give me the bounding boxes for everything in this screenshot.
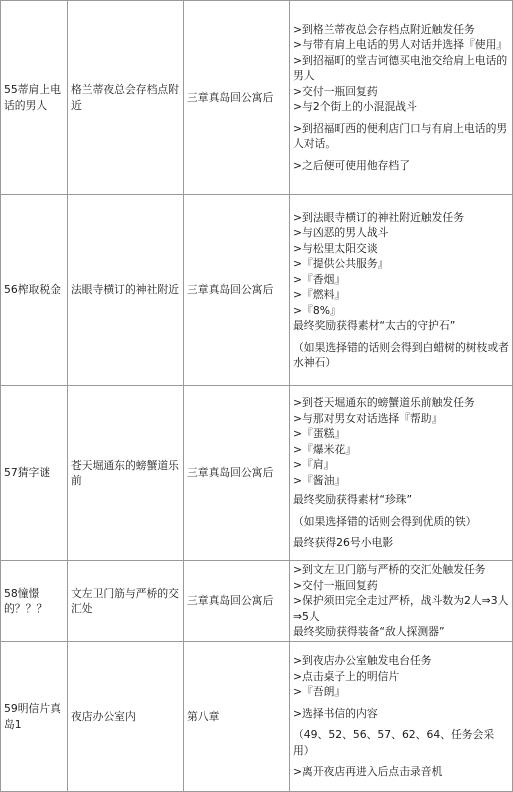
step-line: >交付一瓶回复药	[293, 84, 378, 98]
step-line: >到招福町的堂吉诃德买电池交给肩上电话的男人	[293, 53, 508, 83]
step-line: >『燃料』	[293, 288, 346, 301]
table-row	[1, 195, 513, 386]
reward-line: 最终获得26号小电影	[293, 536, 394, 550]
step-line: >交付一瓶回复药	[293, 578, 378, 592]
step-line: >『肩』	[293, 458, 335, 472]
step-line: >选择书信的内容	[293, 706, 378, 720]
quest-name-cell: 57猜字谜	[1, 386, 68, 561]
reward-line: 最终奖励获得素材“太古的守护石”	[293, 319, 456, 332]
step-line: >『酱油』	[293, 473, 346, 487]
quest-location-cell: 文左卫门筋与严桥的交汇处	[68, 561, 184, 642]
reward-line: 最终奖励获得装备“敌人探测器”	[293, 625, 445, 639]
step-line: >保护须田完全走过严桥，战斗数为2人⇒3人⇒5人	[293, 594, 509, 623]
reward-line: 最终奖励获得素材“珍珠”	[293, 493, 413, 507]
table-row	[1, 386, 513, 561]
quest-steps-cell	[290, 642, 513, 792]
step-line: >『蛋糕』	[293, 427, 346, 441]
note-line: （49、52、56、57、62、64、任务会采用）	[293, 728, 495, 757]
quest-name-cell: 56榨取税金	[1, 195, 68, 386]
step-line: >与那对男女对话选择『帮助』	[293, 411, 443, 425]
note-line: （如果选择错的话则会得到白蜡树的树枝或者水神石）	[293, 340, 509, 369]
step-line: >与2个街上的小混混战斗	[293, 100, 417, 114]
step-line: >离开夜店再进入后点击录音机	[293, 765, 443, 779]
step-line: >之后便可使用他存档了	[293, 158, 411, 172]
quest-location-cell: 苍天堀通东的螃蟹道乐前	[68, 386, 184, 561]
quest-name-cell: 58憧憬的？？？	[1, 561, 68, 642]
quest-chapter-cell: 三章真岛回公寓后	[184, 195, 290, 386]
step-line: >点击桌子上的明信片	[293, 669, 400, 683]
quest-chapter-cell: 三章真岛回公寓后	[184, 561, 290, 642]
table-row	[1, 642, 513, 792]
quest-chapter-cell: 三章真岛回公寓后	[184, 1, 290, 195]
quest-chapter-cell: 第八章	[184, 642, 290, 792]
step-line: >『爆米花』	[293, 442, 357, 456]
step-line: >到格兰蒂夜总会存档点附近触发任务	[293, 22, 475, 36]
quest-location-cell: 格兰蒂夜总会存档点附近	[68, 1, 184, 195]
quest-steps-cell	[290, 1, 513, 195]
step-line: >与松里太阳交谈	[293, 241, 378, 255]
quest-chapter-cell: 三章真岛回公寓后	[184, 386, 290, 561]
step-line: >『吾朗』	[293, 685, 346, 699]
table-row	[1, 1, 513, 195]
step-line: >到法眼寺横订的神社附近触发任务	[293, 210, 464, 224]
quest-steps-cell	[290, 561, 513, 642]
step-line: >『提供公共服务』	[293, 257, 389, 270]
step-line: >到招福町西的便利店门口与有肩上电话的男人对话。	[293, 121, 508, 151]
step-line: >与凶恶的男人战斗	[293, 226, 389, 239]
step-line: >『香烟』	[293, 272, 346, 286]
quest-steps-cell	[290, 195, 513, 386]
table-row	[1, 561, 513, 642]
step-line: >到夜店办公室触发电台任务	[293, 654, 432, 668]
quest-name-cell: 59明信片真岛1	[1, 642, 68, 792]
quest-steps-cell	[290, 386, 513, 561]
step-line: >与带有肩上电话的男人对话并选择『使用』	[293, 38, 508, 52]
quest-location-cell: 法眼寺横订的神社附近	[68, 195, 184, 386]
quest-location-cell: 夜店办公室内	[68, 642, 184, 792]
note-line: （如果选择错的话则会得到优质的铁）	[293, 514, 477, 528]
quest-name-cell: 55蒂肩上电话的男人	[1, 1, 68, 195]
step-line: >到文左卫门筋与严桥的交汇处触发任务	[293, 563, 486, 577]
step-line: >『8%』	[293, 303, 341, 317]
step-line: >到苍天堀通东的螃蟹道乐前触发任务	[293, 396, 475, 410]
